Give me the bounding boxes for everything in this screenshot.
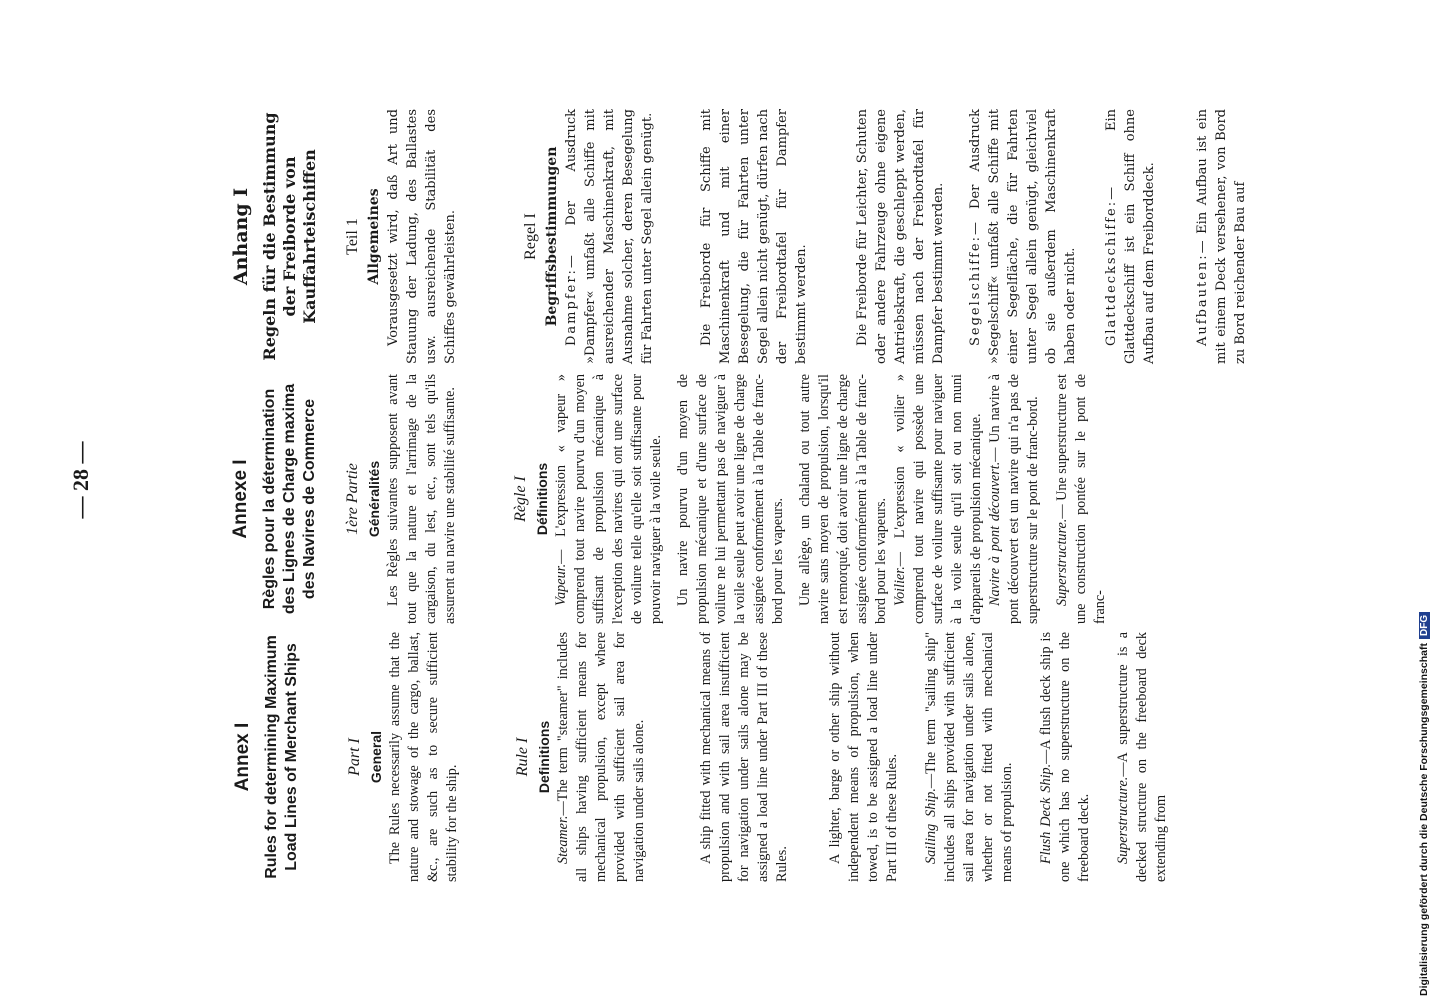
lighter-paragraph: A lighter, barge or other ship without independent means of propulsion, when towed, is to be assigned a load line under Part III of these Rules. (827, 632, 900, 882)
superstructure-paragraph: Aufbauten:— Ein Aufbau ist ein mit einem Deck versehener, von Bord zu Bord reichender Bau auf (1195, 109, 1248, 364)
part-heading: 1ère Partie (344, 463, 361, 535)
part-heading: Part I (346, 738, 363, 776)
superstructure-paragraph: Superstructure.— Une superstructure est une construction pontée sur le pont de franc- (1054, 374, 1108, 624)
lighter-paragraph: Une allège, un chaland ou tout autre navire sans moyen de propulsion, lorsqu'il est remorqué, doit avoir une ligne de charge assignée conformément à la Table de franc-bord pour les vapeurs. (797, 374, 889, 624)
steamer-paragraph: Vapeur.— L'expression « vapeur » comprend tout navire pourvu d'un moyen suffisant de propulsion mécanique à l'exception des navires qui ont une surface de voilure telle qu'elle soit suffisante pour pouvoir naviguer à la voile seule. (553, 374, 664, 624)
general-paragraph: Vorausgesetzt wird, daß Art und Stauung der Ladung, des Ballastes usw. ausreichende Stabilität des Schiffes gewährleisten. (386, 109, 458, 364)
german-column (226, 109, 1250, 364)
mechanical-paragraph: Die Freiborde für Schiffe mit Maschinenkraft und mit einer Besegelung, die für Fahrten unter Segel allein nicht genügt, dürfen nach der Freibordtafel für Dampfer bestimmt werden. (699, 109, 809, 364)
general-heading: Généralités (366, 460, 382, 538)
rules-title: Regeln für die Bestimmung der Freiborde von Kauffahrteischiffen (260, 112, 319, 361)
definitions-heading: Definitions (536, 720, 552, 794)
flush-deck-paragraph: Flush Deck Ship.—A flush deck ship is one which has no superstructure on the freeboard deck. (1038, 632, 1092, 882)
superstructure-paragraph: Superstructure.—A superstructure is a decked structure on the freeboard deck extending from (1115, 632, 1169, 882)
general-heading: Allgemeines (366, 188, 382, 285)
sailing-paragraph: Sailing Ship.—The term "sailing ship" includes all ships provided with sufficient sail area for navigation under sails alone, whether or not fitted with mechanical means of propulsion. (923, 632, 1015, 882)
annex-heading: Annexe I (230, 459, 251, 539)
steamer-paragraph: Steamer.—The term "steamer" includes all ships having sufficient means for mechanical propulsion, except where provided with sufficient sail area for navigation under sails alone. (555, 632, 647, 882)
rules-title: Règles pour la détermination des Lignes de Charge maxima des Navires de Commerce (261, 383, 318, 615)
rule-heading: Règle I (512, 476, 529, 522)
rule-heading: Regel I (522, 213, 539, 260)
definitions-heading: Begriffsbestimmungen (544, 146, 560, 327)
rules-title: Rules for determining Maximum Load Lines of Merchant Ships (263, 635, 300, 879)
flush-deck-paragraph: Navire à pont découvert.— Un navire à pont découvert est un navire qui n'a pas de superstructure sur le pont de franc-bord. (987, 374, 1041, 624)
flush-deck-paragraph: Glattdeckschiffe:— Ein Glattdeckschiff ist ein Schiff ohne Aufbau auf dem Freiborddeck. (1104, 109, 1157, 364)
dfg-logo: DFG (1419, 612, 1430, 639)
part-heading: Teil 1 (344, 218, 361, 255)
digitization-credit (1418, 612, 1430, 996)
lighter-paragraph: Die Freiborde für Leichter, Schuten oder andere Fahrzeuge ohne eigene Antriebskraft, die geschleppt werden, müssen nach der Freibordtafel für Dampfer bestimmt werden. (855, 109, 946, 364)
mechanical-paragraph: Un navire pourvu d'un moyen de propulsion mécanique et d'une surface de voilure ne lui permettant pas de naviguer à la voile seule peut avoir une ligne de charge assignée conformément à la Table de franc-bord pour les vapeurs. (675, 374, 786, 624)
mechanical-paragraph: A ship fitted with mechanical means of propulsion and with sail area insufficient for navigation under sails alone may be assigned a load line under Part III of these Rules. (698, 632, 790, 882)
annex-heading: Anhang I (230, 187, 252, 286)
sailing-paragraph: Segelschiffe:— Der Ausdruck »Segelschiff« umfaßt alle Schiffe mit einer Segelfläche, die für Fahrten unter Segel allein genügt, gleichviel ob sie außerdem Maschinenkraft haben oder nicht. (968, 109, 1078, 364)
page-number: — 28 — (68, 441, 93, 519)
general-paragraph: Les Règles suivantes supposent avant tout que la nature et l'arrimage de la cargaison, du lest, etc., sont tels qu'ils assurent au navire une stabilité suffisante. (385, 374, 458, 624)
steamer-paragraph: Dampfer:— Der Ausdruck »Dampfer« umfaßt alle Schiffe mit ausreichender Maschinenkraft, mit Ausnahme solcher, deren Besegelung für Fahrten unter Segel allein genügt. (564, 109, 655, 364)
annex-heading: Annex I (232, 722, 253, 792)
general-heading: General (368, 730, 384, 784)
sailing-paragraph: Voilier.— L'expression « voilier » comprend tout navire qui possède une surface de voilure suffisante pour naviguer à la voile seule qu'il soit ou non muni d'appareils de propulsion mécanique. (892, 374, 984, 624)
english-column (228, 632, 1171, 882)
general-paragraph: The Rules necessarily assume that the nature and stowage of the cargo, ballast, &c., are such as to secure sufficient stability for the ship. (387, 632, 460, 882)
definitions-heading: Définitions (534, 462, 550, 536)
french-column (226, 374, 1110, 624)
rule-heading: Rule I (514, 737, 531, 777)
credit-text: Digitalisierung gefördert durch die Deutsche Forschungsgemeinschaft (1418, 643, 1430, 996)
